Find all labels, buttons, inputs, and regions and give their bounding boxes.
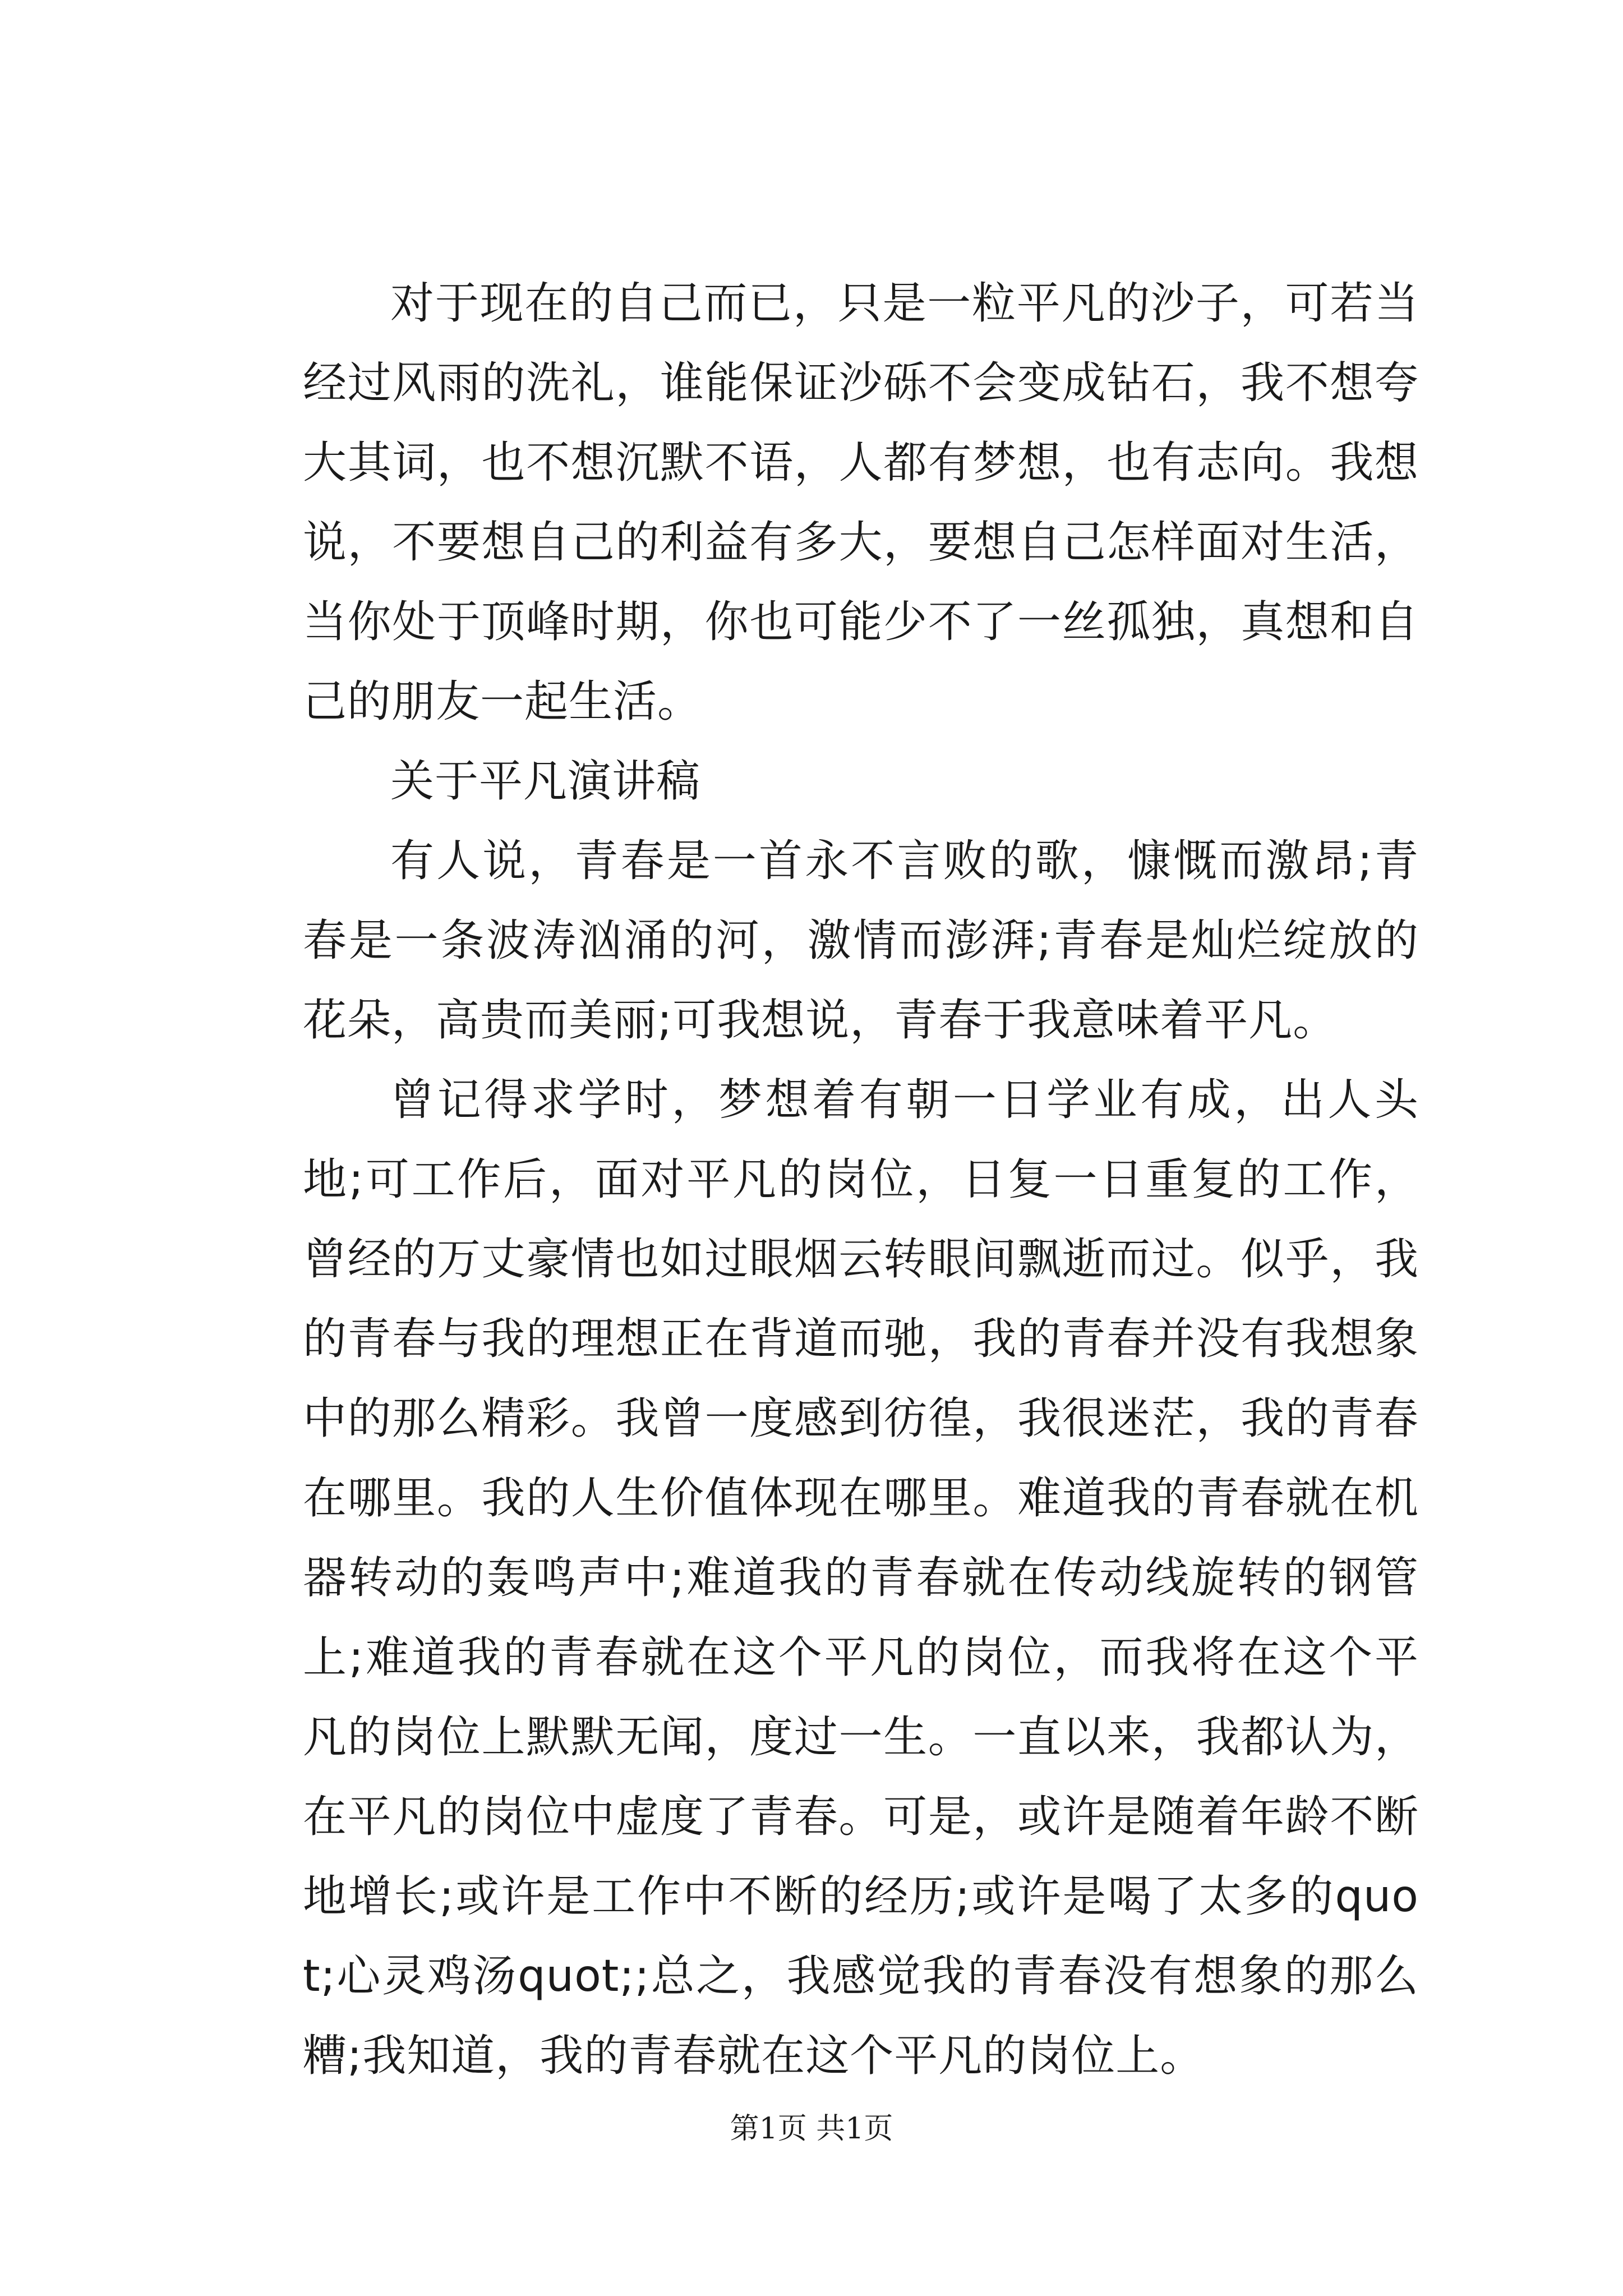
paragraph-intro: 对于现在的自己而已，只是一粒平凡的沙子，可若当经过风雨的洗礼，谁能保证沙砾不会变成钻石，我不想夸大其词，也不想沉默不语，人都有梦想，也有志向。我想说，不要想自己的利益有多大，要想自己怎样面对生活，当你处于顶峰时期，你也可能少不了一丝孤独，真想和自己的朋友一起生活。: [303, 278, 1419, 727]
paragraph-heading: 关于平凡演讲稿: [390, 756, 701, 807]
paragraph-memory: 曾记得求学时，梦想着有朝一日学业有成，出人头地;可工作后，面对平凡的岗位，日复一日重复的工作，曾经的万丈豪情也如过眼烟云转眼间飘逝而过。似乎，我的青春与我的理想正在背道而驰，我的青春并没有我想象中的那么精彩。我曾一度感到彷徨，我很迷茫，我的青春在哪里。我的人生价值体现在哪里。难道我的青春就在机器转动的轰鸣声中;难道我的青春就在传动线旋转的钢管上;难道我的青春就在这个平凡的岗位，而我将在这个平凡的岗位上默默无闻，度过一生。一直以来，我都认为，在平凡的岗位中虚度了青春。可是，或许是随着年龄不断地增长;或许是工作中不断的经历;或许是喝了太多的quot;心灵鸡汤quot;;总之，我感觉我的青春没有想象的那么糟;我知道，我的青春就在这个平凡的岗位上。: [303, 1075, 1419, 2081]
paragraph-youth: 有人说，青春是一首永不言败的歌，慷慨而激昂;青春是一条波涛汹涌的河，激情而澎湃;青春是灿烂绽放的花朵，高贵而美丽;可我想说，青春于我意味着平凡。: [303, 836, 1419, 1046]
page-footer: 第1页 共1页: [730, 2112, 893, 2146]
document-body: [303, 264, 1419, 2096]
